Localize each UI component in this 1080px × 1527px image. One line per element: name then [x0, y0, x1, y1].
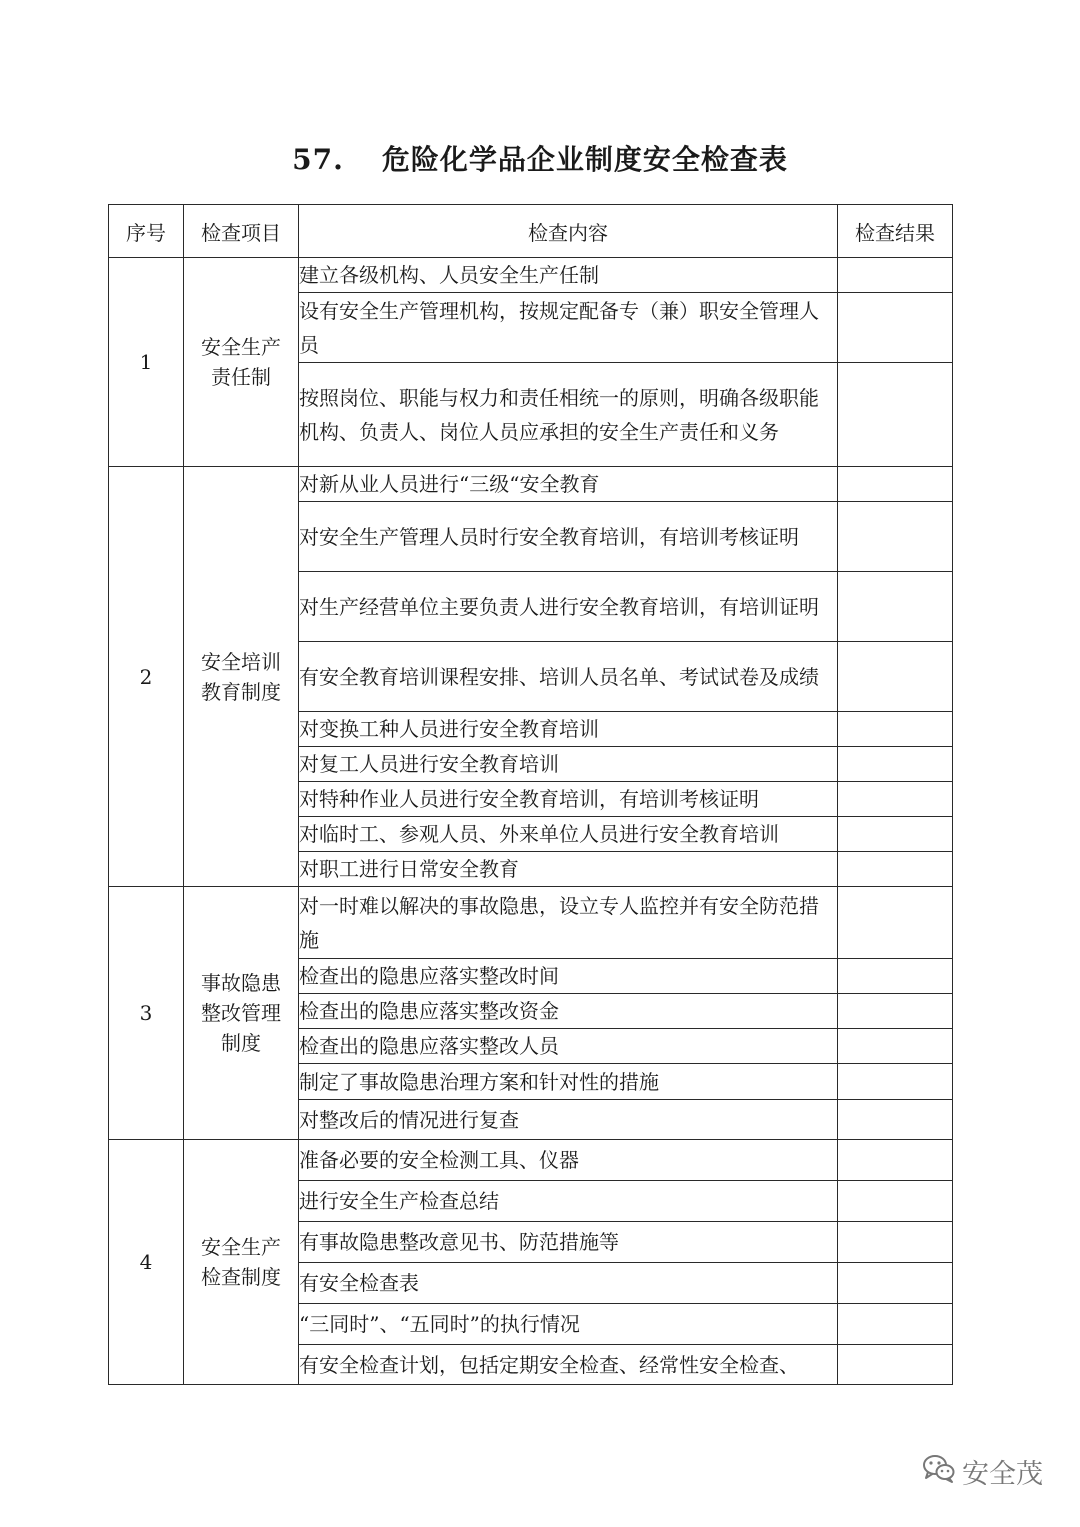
check-content: 检查出的隐患应落实整改资金	[299, 994, 838, 1029]
check-content: 制定了事故隐患治理方案和针对性的措施	[299, 1064, 838, 1100]
check-content: 设有安全生产管理机构，按规定配备专（兼）职安全管理人员	[299, 293, 838, 363]
check-content: 有安全教育培训课程安排、培训人员名单、考试试卷及成绩	[299, 642, 838, 712]
group-item-line: 整改管理	[201, 1001, 281, 1025]
check-content: 对特种作业人员进行安全教育培训，有培训考核证明	[299, 782, 838, 817]
group-item	[184, 1140, 299, 1385]
check-result-cell[interactable]	[838, 852, 953, 887]
table-row	[109, 887, 953, 959]
title-text: 危险化学品企业制度安全检查表	[381, 143, 788, 176]
check-content: 进行安全生产检查总结	[299, 1181, 838, 1222]
check-result-cell[interactable]	[838, 467, 953, 502]
check-result-cell[interactable]	[838, 502, 953, 572]
check-content: 对职工进行日常安全教育	[299, 852, 838, 887]
watermark-text: 安全茂	[962, 1459, 1043, 1490]
check-result-cell[interactable]	[838, 363, 953, 467]
group-item	[184, 258, 299, 467]
check-result-cell[interactable]	[838, 1263, 953, 1304]
group-item-line: 检查制度	[201, 1265, 281, 1289]
page-title	[0, 138, 1080, 178]
check-result-cell[interactable]	[838, 782, 953, 817]
group-item-line: 教育制度	[201, 679, 281, 704]
check-content: 对生产经营单位主要负责人进行安全教育培训，有培训证明	[299, 572, 838, 642]
check-result-cell[interactable]	[838, 959, 953, 994]
check-result-cell[interactable]	[838, 1181, 953, 1222]
check-result-cell[interactable]	[838, 712, 953, 747]
header-seq: 序号	[109, 205, 184, 258]
check-content: 对一时难以解决的事故隐患，设立专人监控并有安全防范措施	[299, 887, 838, 959]
check-content: 对新从业人员进行“三级“安全教育	[299, 467, 838, 502]
check-content: 对整改后的情况进行复查	[299, 1100, 838, 1140]
check-content: 检查出的隐患应落实整改人员	[299, 1029, 838, 1064]
group-item-line: 制度	[221, 1031, 261, 1055]
header-result: 检查结果	[838, 205, 953, 258]
check-content: 有事故隐患整改意见书、防范措施等	[299, 1222, 838, 1263]
check-content: 建立各级机构、人员安全生产任制	[299, 258, 838, 293]
check-content: 对临时工、参观人员、外来单位人员进行安全教育培训	[299, 817, 838, 852]
check-content: 有安全检查计划，包括定期安全检查、经常性安全检查、	[299, 1345, 838, 1385]
checklist-table	[108, 204, 953, 1385]
check-content: 按照岗位、职能与权力和责任相统一的原则，明确各级职能机构、负责人、岗位人员应承担的安全生产责任和义务	[299, 363, 838, 467]
group-seq: 2	[109, 467, 184, 887]
group-seq: 1	[109, 258, 184, 467]
check-result-cell[interactable]	[838, 817, 953, 852]
table-row	[109, 1140, 953, 1181]
check-content: 检查出的隐患应落实整改时间	[299, 959, 838, 994]
table-header-row	[109, 205, 953, 258]
title-number: 57.	[292, 143, 344, 176]
check-result-cell[interactable]	[838, 1100, 953, 1140]
group-item-line: 安全生产	[201, 335, 281, 359]
group-item-line: 安全培训	[201, 649, 281, 674]
check-result-cell[interactable]	[838, 1345, 953, 1385]
check-content: 对变换工种人员进行安全教育培训	[299, 712, 838, 747]
check-content: 准备必要的安全检测工具、仪器	[299, 1140, 838, 1181]
group-seq: 4	[109, 1140, 184, 1385]
check-result-cell[interactable]	[838, 572, 953, 642]
check-result-cell[interactable]	[838, 1304, 953, 1345]
watermark	[922, 1452, 1043, 1491]
check-content: 对安全生产管理人员时行安全教育培训，有培训考核证明	[299, 502, 838, 572]
check-result-cell[interactable]	[838, 642, 953, 712]
table-row	[109, 467, 953, 502]
check-content: 有安全检查表	[299, 1263, 838, 1304]
check-result-cell[interactable]	[838, 747, 953, 782]
group-item	[184, 887, 299, 1140]
table-row	[109, 258, 953, 293]
check-result-cell[interactable]	[838, 994, 953, 1029]
check-result-cell[interactable]	[838, 293, 953, 363]
check-result-cell[interactable]	[838, 1029, 953, 1064]
group-seq: 3	[109, 887, 184, 1140]
header-content: 检查内容	[299, 205, 838, 258]
check-result-cell[interactable]	[838, 1140, 953, 1181]
group-item-line: 责任制	[211, 365, 271, 389]
group-item-line: 安全生产	[201, 1235, 281, 1259]
check-result-cell[interactable]	[838, 1222, 953, 1263]
check-content: 对复工人员进行安全教育培训	[299, 747, 838, 782]
check-result-cell[interactable]	[838, 258, 953, 293]
group-item-line: 事故隐患	[201, 971, 281, 995]
wechat-icon	[922, 1453, 956, 1490]
header-item: 检查项目	[184, 205, 299, 258]
check-content: “三同时”、“五同时”的执行情况	[299, 1304, 838, 1345]
group-item	[184, 467, 299, 887]
check-result-cell[interactable]	[838, 887, 953, 959]
check-result-cell[interactable]	[838, 1064, 953, 1100]
